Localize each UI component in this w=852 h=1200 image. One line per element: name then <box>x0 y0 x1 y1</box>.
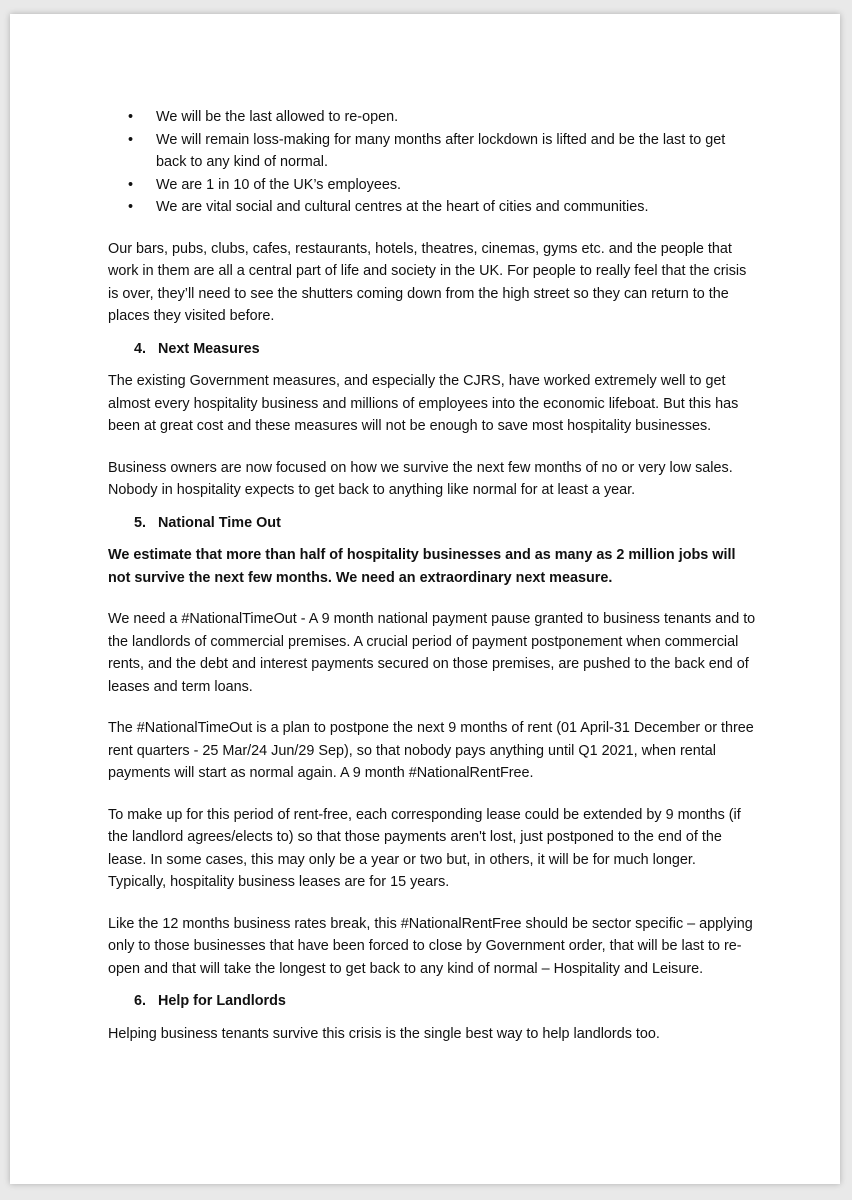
paragraph-estimate-bold: We estimate that more than half of hospitality businesses and as many as 2 million jobs will not survive the next few months. We need an extraordinary next measure. <box>108 547 736 586</box>
section-number: 6. <box>134 993 147 1009</box>
list-item <box>108 196 756 219</box>
paragraph-hospitality-venues: Our bars, pubs, clubs, cafes, restaurants, hotels, theatres, cinemas, gyms etc. and the people that work in them are all a central part of life and society in the UK. For people to really feel that the crisis is over, they’ll need to see the shutters coming down from the high street so they can return to the places they visited before. <box>108 240 747 324</box>
section-title: Help for Landlords <box>158 993 286 1009</box>
paragraph-plan-details: The #NationalTimeOut is a plan to postpone the next 9 months of rent (01 April-31 December or three rent quarters - 25 Mar/24 Jun/29 Sep), so that nobody pays anything until Q1 2021, when rental payments will start as normal again. A 9 month #NationalRentFree. <box>108 720 754 781</box>
section-heading-national-time-out <box>108 512 756 535</box>
section-heading-help-for-landlords <box>108 990 756 1013</box>
bullet-text: We will remain loss-making for many months after lockdown is lifted and be the last to get back to any kind of normal. <box>156 131 726 170</box>
bullet-text: We are 1 in 10 of the UK’s employees. <box>156 176 402 193</box>
paragraph-lease-extension: To make up for this period of rent-free, each corresponding lease could be extended by 9 months (if the landlord agrees/elects to) so that those payments aren't lost, just postponed to the end of the lease. In some cases, this may only be a year or two but, in others, it will be for much longer. Typically, hospitality business leases are for 15 years. <box>108 806 741 890</box>
section-heading-next-measures <box>108 338 756 361</box>
bullet-icon: • <box>128 199 134 215</box>
section-number: 5. <box>134 514 147 531</box>
bullet-icon: • <box>128 109 134 125</box>
section-title: Next Measures <box>158 340 260 357</box>
bullet-text: We are vital social and cultural centres at the heart of cities and communities. <box>156 199 649 215</box>
paragraph-national-time-out: We need a #NationalTimeOut - A 9 month national payment pause granted to business tenants and to the landlords of commercial premises. A crucial period of payment postponement when commercial rents, and the debt and interest payments secured on those premises, are pushed to the back end of leases and term loans. <box>108 611 756 695</box>
paragraph-sector-specific: Like the 12 months business rates break, this #NationalRentFree should be sector specific – applying only to those businesses that have been forced to close by Government order, that will be last to re-open and that will take the longest to get back to any kind of normal – Hospitality and Leisure. <box>108 915 753 977</box>
document-body <box>108 106 756 1045</box>
bullet-text: We will be the last allowed to re-open. <box>156 109 399 125</box>
paragraph-help-landlords: Helping business tenants survive this crisis is the single best way to help landlords too. <box>108 1025 660 1042</box>
bullet-list <box>108 106 756 219</box>
bullet-icon: • <box>128 131 134 148</box>
list-item <box>108 129 756 174</box>
paragraph-government-measures: The existing Government measures, and especially the CJRS, have worked extremely well to get almost every hospitality business and millions of employees into the economic lifeboat. But this has been at great cost and these measures will not be enough to save most hospitality businesses. <box>108 373 739 434</box>
section-title: National Time Out <box>158 514 281 531</box>
paragraph-business-owners: Business owners are now focused on how we survive the next few months of no or very low sales. Nobody in hospitality expects to get back to anything like normal for at least a year. <box>108 459 733 498</box>
document-page <box>10 14 840 1184</box>
list-item <box>108 106 756 129</box>
list-item <box>108 174 756 197</box>
bullet-icon: • <box>128 176 134 193</box>
section-number: 4. <box>134 340 147 357</box>
